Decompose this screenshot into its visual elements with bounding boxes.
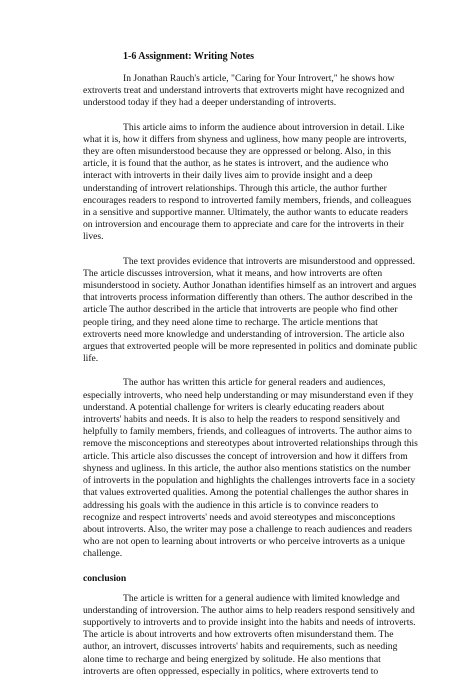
conclusion-heading: conclusion <box>83 572 127 584</box>
document-body <box>83 51 418 690</box>
evidence-paragraph: The text provides evidence that introverts are misunderstood and oppressed. The article discusses introversion, what it means, and how introverts are often misunderstood in society. Author Jonathan identifies himself as an introvert and argues that introverts process information differently than others. The author described in the article The author described in the article that introverts are people who find other people tiring, and they need alone time to recharge. The article mentions that extroverts need more knowledge and understanding of introversion. The article also argues that extroverted people will be more represented in politics and dominate public life. <box>83 255 418 365</box>
audience-paragraph: The author has written this article for general readers and audiences, especially introverts, who need help understanding or may misunderstand even if they understand. A potential challenge for writers is clearly educating readers about introverts' habits and needs. It is also to help the readers to respond sensitively and helpfully to family members, friends, and colleagues of introverts. The author aims to remove the misconceptions and stereotypes about introverted relationships through this article. This article also discusses the concept of introversion and how it differs from shyness and ugliness. In this article, the author also mentions statistics on the number of introverts in the population and highlights the challenges introverts face in a society that values extroverted qualities. Among the potential challenges the author shares in addressing his goals with the audience in this article is to convince readers to recognize and respect introverts' needs and avoid stereotypes and misconceptions about introverts. Also, the writer may pose a challenge to reach audiences and readers who are not open to learning about introverts or who perceive introverts as a unique challenge. <box>83 377 418 560</box>
conclusion-paragraph: The article is written for a general audience with limited knowledge and understanding of introversion. The author aims to help readers respond sensitively and supportively to introverts and to provide insight into the habits and needs of introverts. The article is about introverts and how extroverts often misunderstand them. The author, an introvert, discusses introverts' habits and requirements, such as needing alone time to recharge and being energized by solitude. He also mentions that introverts are often oppressed, especially in politics, where extroverts tend to <box>83 592 416 677</box>
purpose-paragraph: This article aims to inform the audience about introversion in detail. Like what it is, how it differs from shyness and ugliness, how many people are introverts, they are often misunderstood because they are oppressed or belong. Also, in this article, it is found that the author, as he states is introvert, and the audience who interact with introverts in their daily lives aim to provide insight and a deep understanding of introvert relationships. Through this article, the author further encourages readers to respond to introverted family members, friends, and colleagues in a sensitive and supportive manner. Ultimately, the author wants to educate readers on introversion and encourage them to appreciate and care for the introverts in their lives. <box>83 121 412 243</box>
intro-paragraph: In Jonathan Rauch's article, "Caring for Your Introvert," he shows how extroverts treat and understand introverts that extroverts might have recognized and understood today if they had a deeper understanding of introverts. <box>83 73 405 109</box>
document-title: 1-6 Assignment: Writing Notes <box>123 51 255 62</box>
